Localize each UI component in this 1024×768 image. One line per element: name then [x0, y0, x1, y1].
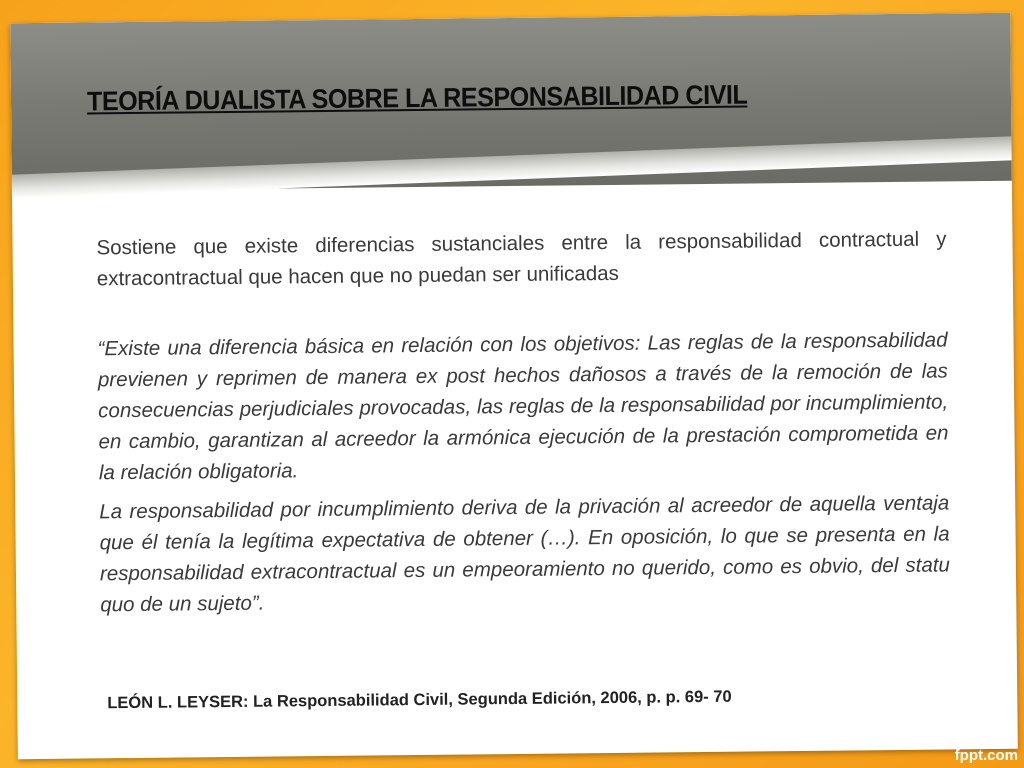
intro-paragraph: Sostiene que existe diferencias sustanciales entre la responsabilidad contractual y extracontractual que hacen que no puedan ser unificadas	[96, 227, 947, 291]
citation: LEÓN L. LEYSER: La Responsabilidad Civil, Segunda Edición, 2006, p. p. 69- 70	[107, 687, 732, 713]
slide-title: TEORÍA DUALISTA SOBRE LA RESPONSABILIDAD CIVIL	[86, 79, 748, 117]
watermark-brand: fppt.com	[954, 747, 1018, 764]
slide-card	[10, 13, 1018, 759]
quote-paragraph-2: La responsabilidad por incumplimiento deriva de la privación al acreedor de aquella ventaja que él tenía la legítima expectativa de obtener (…). En oposición, lo que se presenta en la responsabilidad extracontractual es un empeoramiento no querido, como es obvio, del statu quo de un sujeto”.	[99, 491, 951, 617]
quote-paragraph-1: “Existe una diferencia básica en relación con los objetivos: Las reglas de la responsabilidad previenen y reprimen de manera ex post hechos dañosos a través de la remoción de las consecuencias perjudiciales provocadas, las reglas de la responsabilidad por incumplimiento, en cambio, garantizan al acreedor la armónica ejecución de la prestación comprometida en la relación obligatoria.	[97, 328, 949, 485]
slide-body	[96, 223, 950, 620]
